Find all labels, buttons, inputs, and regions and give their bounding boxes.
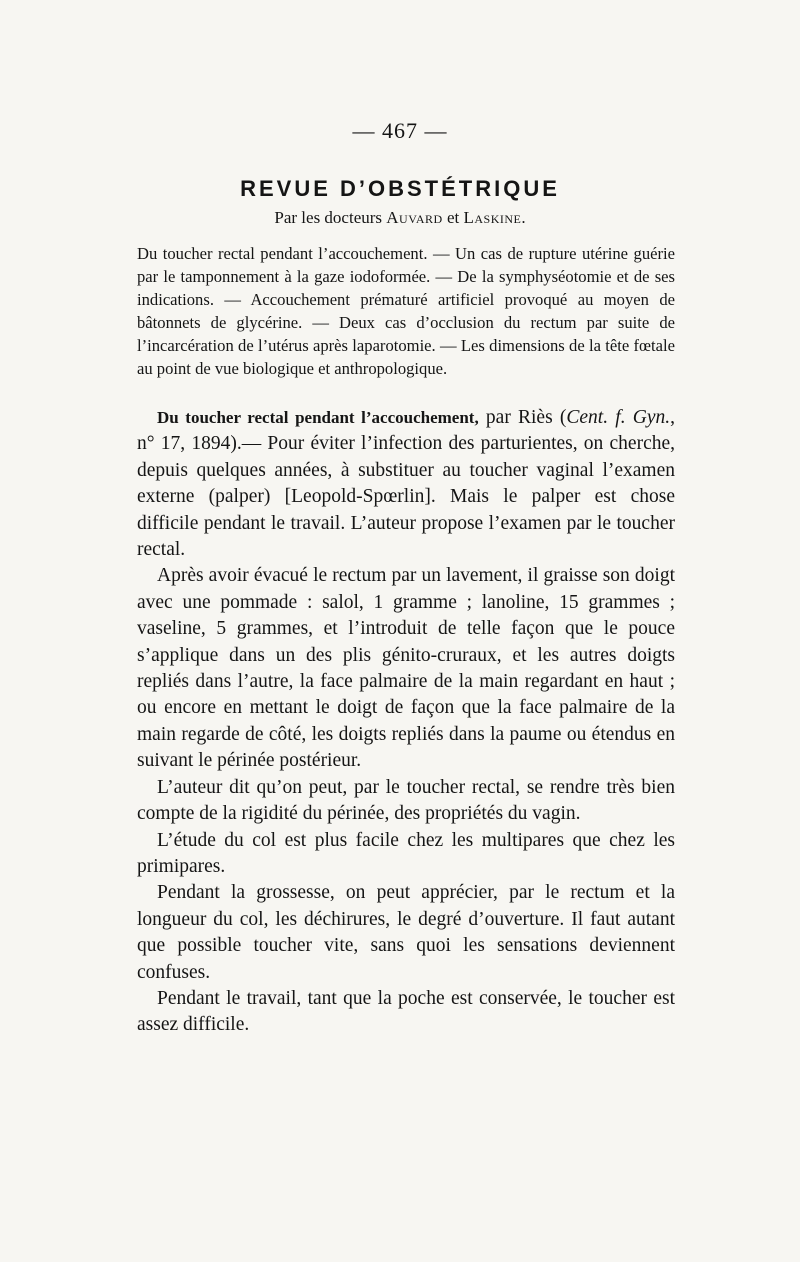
- review-title: REVUE D’OBSTÉTRIQUE: [240, 176, 560, 201]
- author-laskine: Laskine: [463, 208, 522, 227]
- author-auvard: Auvard: [386, 208, 443, 227]
- authors-line: [0, 208, 800, 228]
- article-paragraph-3: L’auteur dit qu’on peut, par le toucher rectal, se rendre très bien compte de la rigidité du périnée, des propriétés du vagin.: [137, 776, 675, 825]
- contents-summary: Du toucher rectal pendant l’accouchement. — Un cas de rupture utérine guérie par le tamponnement à la gaze iodoformée. — De la symphyséotomie et de ses indications. — Accouchement prématuré artificiel provoqué au moyen de bâtonnets de glycérine. — Deux cas d’occlusion du rectum par suite de l’incarcération de l’utérus après laparotomie. — Les dimensions de la tête fœtale au point de vue biologique et anthropologique.: [137, 244, 675, 378]
- article-body: [137, 405, 675, 1039]
- article-lead-title: Du toucher rectal pendant l’accouchement,: [157, 408, 479, 427]
- article-paragraph-5: Pendant la grossesse, on peut apprécier, par le rectum et la longueur du col, les déchirures, le degré d’ouverture. Il faut autant que possible toucher vite, sans quoi les sensations deviennent confuses.: [137, 882, 675, 983]
- authors-suffix: .: [521, 208, 526, 227]
- article-ref-journal: Cent. f. Gyn.: [566, 407, 671, 428]
- article-paragraph-6: Pendant le travail, tant que la poche est conservée, le toucher est assez difficile.: [137, 987, 675, 1036]
- authors-prefix: Par les docteurs: [274, 208, 387, 227]
- article-paragraph-4: L’étude du col est plus facile chez les multipares que chez les primipares.: [137, 829, 675, 877]
- article-ref-issue: , n° 17, 1894).—: [137, 407, 676, 455]
- authors-conj: et: [442, 208, 464, 227]
- page-number: — 467 —: [352, 118, 448, 143]
- article-ref-par: par Riès (: [478, 407, 567, 428]
- article-p1-text: Pour éviter l’infection des parturientes, on cherche, depuis quelques années, à substituer au toucher vaginal l’examen externe (palper) [Leopold-Spœrlin]. Mais le palper est chose difficile pendant le travail. L’auteur propose l’examen par le toucher rectal.: [137, 433, 675, 561]
- article-paragraph-2: Après avoir évacué le rectum par un lavement, il graisse son doigt avec une pommade : salol, 1 gramme ; lanoline, 15 grammes ; vaseline, 5 grammes, et l’introduit de telle façon que le pouce s’applique dans un des plis génito-cruraux, et les autres doigts repliés dans l’autre, la face palmaire de la main regardant en haut ; ou encore en mettant le doigt de façon que la face palmaire de la main regarde de côté, les doigts repliés dans la paume ou étendus en suivant le périnée postérieur.: [137, 565, 675, 772]
- article-paragraph-1: [137, 405, 675, 563]
